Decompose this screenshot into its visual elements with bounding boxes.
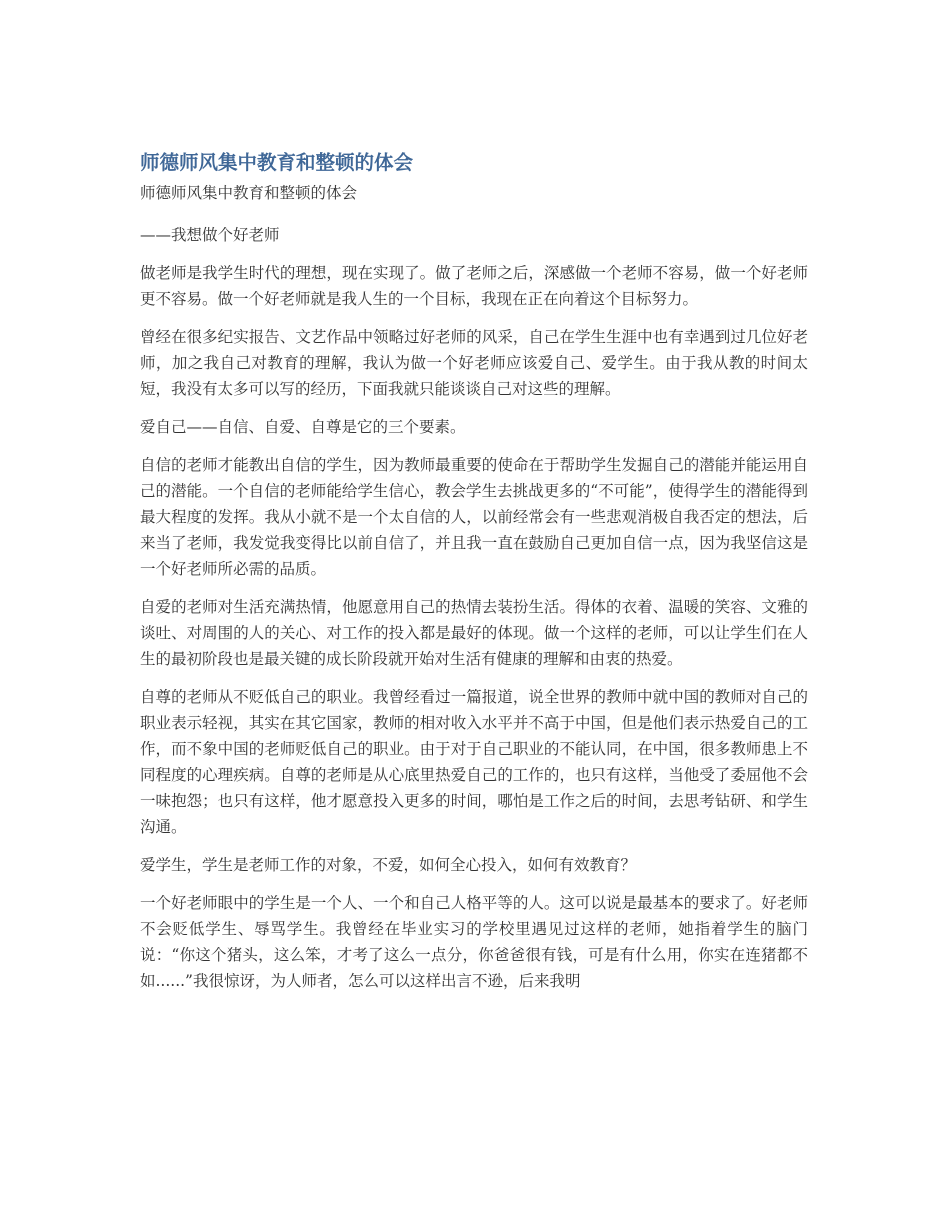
paragraph: 做老师是我学生时代的理想，现在实现了。做了老师之后，深感做一个老师不容易，做一个好老师更不容易。做一个好老师就是我人生的一个目标，我现在正在向着这个目标努力。 (140, 264, 808, 308)
paragraph-section-heading: 爱学生，学生是老师工作的对象，不爱，如何全心投入，如何有效教育？ (140, 856, 637, 874)
paragraph: 自尊的老师从不贬低自己的职业。我曾经看过一篇报道，说全世界的教师中就中国的教师对自己的职业表示轻视，其实在其它国家，教师的相对收入水平并不高于中国，但是他们表示热爱自己的工作，而不象中国的老师贬低自己的职业。由于对于自己职业的不能认同，在中国，很多教师患上不同程度的心理疾病。自尊的老师是从心底里热爱自己的工作的，也只有这样，当他受了委屈他不会一味抱怨；也只有这样，他才愿意投入更多的时间，哪怕是工作之后的时间，去思考钻研、和学生沟通。 (140, 688, 808, 836)
paragraph: 自信的老师才能教出自信的学生，因为教师最重要的使命在于帮助学生发掘自己的潜能并能运用自己的潜能。一个自信的老师能给学生信心，教会学生去挑战更多的“不可能”，使得学生的潜能得到最大程度的发挥。我从小就不是一个太自信的人，以前经常会有一些悲观消极自我否定的想法，后来当了老师，我发觉我变得比以前自信了，并且我一直在鼓励自己更加自信一点，因为我坚信这是一个好老师所必需的品质。 (140, 456, 808, 578)
document-subtitle: 师德师风集中教育和整顿的体会 (140, 184, 358, 202)
document-page (140, 148, 808, 1006)
paragraph: 曾经在很多纪实报告、文艺作品中领略过好老师的风采，自己在学生生涯中也有幸遇到过几位好老师，加之我自己对教育的理解，我认为做一个好老师应该爱自己、爱学生。由于我从教的时间太短，我没有太多可以写的经历，下面我就只能谈谈自己对这些的理解。 (140, 328, 808, 398)
paragraph: 一个好老师眼中的学生是一个人、一个和自己人格平等的人。这可以说是最基本的要求了。好老师不会贬低学生、辱骂学生。我曾经在毕业实习的学校里遇见过这样的老师，她指着学生的脑门说：“你这个猪头，这么笨，才考了这么一点分，你爸爸很有钱，可是有什么用，你实在连猪都不如......”我很惊讶，为人师者，怎么可以这样出言不逊，后来我明 (140, 894, 808, 990)
paragraph-section-heading: 爱自己——自信、自爱、自尊是它的三个要素。 (140, 418, 466, 436)
paragraph-epigraph: ——我想做个好老师 (140, 226, 280, 244)
paragraph: 自爱的老师对生活充满热情，他愿意用自己的热情去装扮生活。得体的衣着、温暖的笑容、文雅的谈吐、对周围的人的关心、对工作的投入都是最好的体现。做一个这样的老师，可以让学生们在人生的最初阶段也是最关键的成长阶段就开始对生活有健康的理解和由衷的热爱。 (140, 598, 808, 668)
document-title: 师德师风集中教育和整顿的体会 (140, 151, 414, 174)
